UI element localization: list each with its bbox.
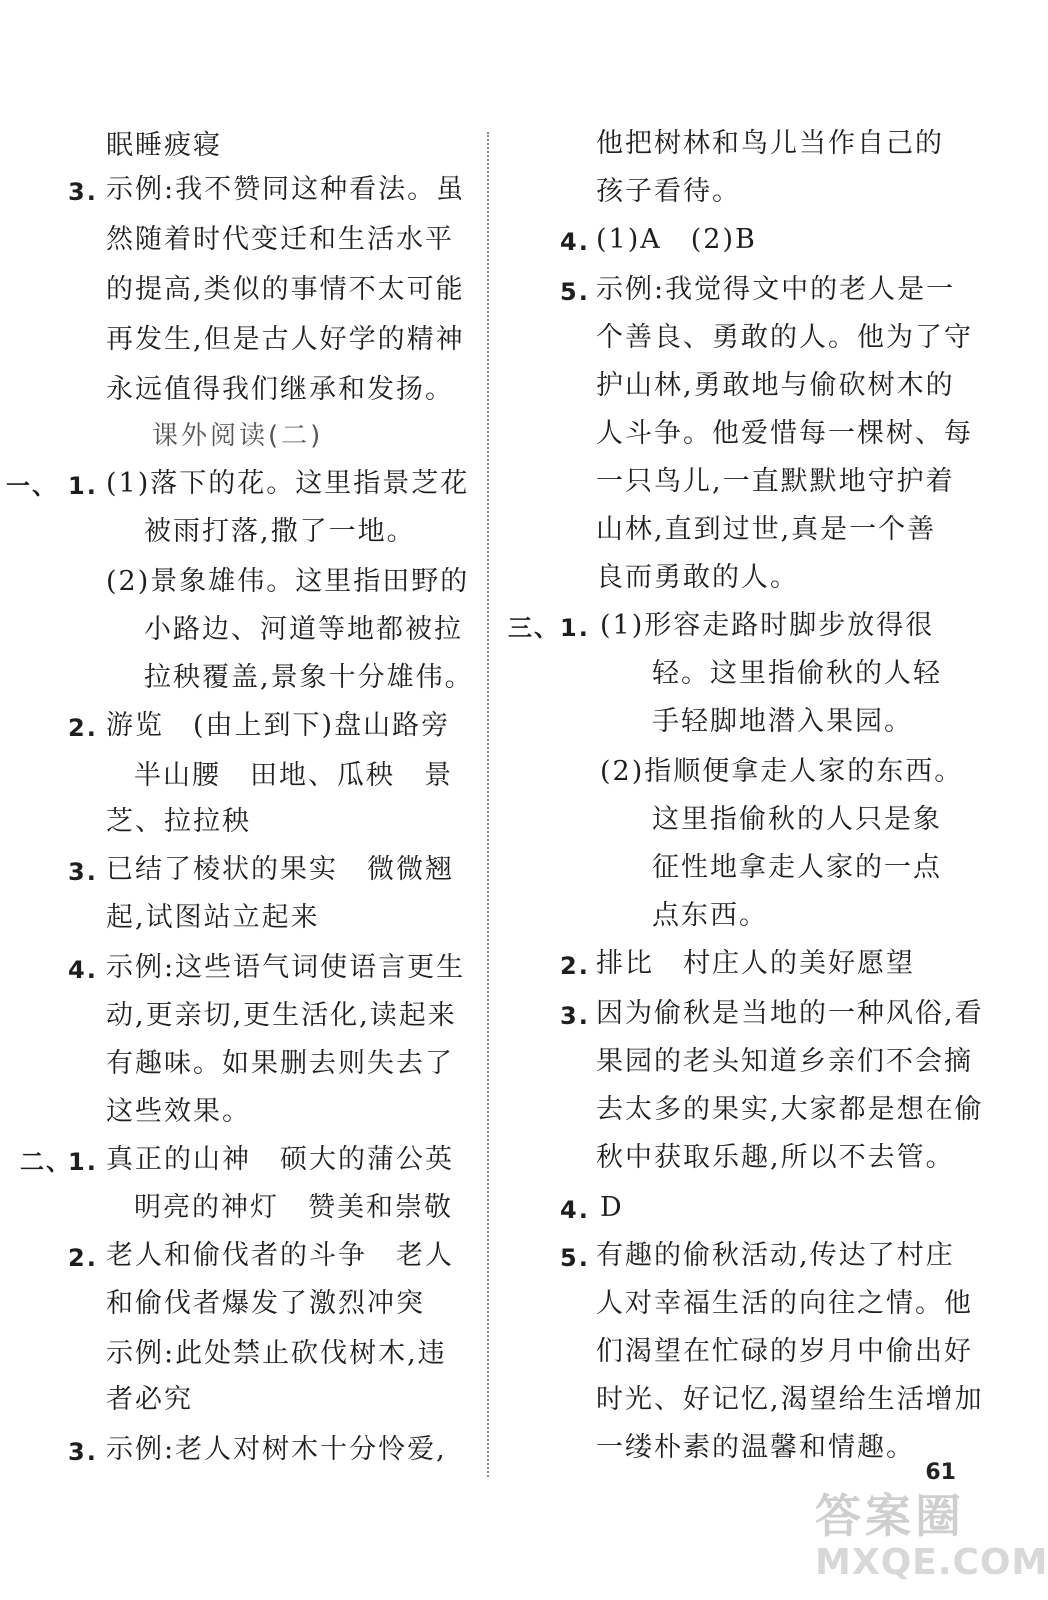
question-number: 2. (68, 714, 98, 742)
text-line: 老人和偷伐者的斗争 老人 (106, 1240, 454, 1271)
question-number: 2. (560, 952, 590, 980)
text-line: 因为偷秋是当地的一种风俗,看 (596, 998, 984, 1029)
text-line: 有趣味。如果删去则失去了 (106, 1048, 454, 1079)
question-number: 5. (560, 1244, 590, 1272)
text-line: 的提高,类似的事情不太可能 (106, 274, 465, 305)
text-line: 真正的山神 硕大的蒲公英 (106, 1144, 454, 1175)
question-number: 1. (68, 1148, 98, 1176)
text-line: 示例:老人对树木十分怜爱, (106, 1434, 447, 1465)
text-line: 时光、好记忆,渴望给生活增加 (596, 1384, 984, 1415)
text-line: 们渴望在忙碌的岁月中偷出好 (596, 1336, 973, 1367)
text-line: (1)形容走路时脚步放得很 (600, 610, 935, 641)
question-number: 4. (560, 1196, 590, 1224)
question-number: 2. (68, 1244, 98, 1272)
text-line: 起,试图站立起来 (106, 902, 320, 933)
text-line: (1)A (2)B (596, 224, 757, 255)
text-line: 征性地拿走人家的一点 (652, 852, 942, 883)
text-line: 芝、拉拉秧 (106, 806, 251, 837)
question-number: 3. (560, 1002, 590, 1030)
text-line: 然随着时代变迁和生活水平 (106, 224, 454, 255)
text-line: 示例:此处禁止砍伐树木,违 (106, 1338, 447, 1369)
text-line: 果园的老头知道乡亲们不会摘 (596, 1046, 973, 1077)
text-line: 这些效果。 (106, 1096, 251, 1127)
text-line: 示例:我觉得文中的老人是一 (596, 274, 956, 305)
text-line: 排比 村庄人的美好愿望 (596, 948, 915, 979)
watermark-url: MXQE.COM (815, 1542, 1048, 1583)
text-line: 小路边、河道等地都被拉 (144, 614, 463, 645)
watermark-logo (815, 1480, 1048, 1590)
text-line: 半山腰 田地、瓜秧 景 (134, 760, 453, 791)
text-line: 示例:我不赞同这种看法。虽 (106, 174, 466, 205)
text-line: 者必究 (106, 1384, 193, 1415)
text-line: 拉秧覆盖,景象十分雄伟。 (144, 662, 474, 693)
question-number: 4. (68, 956, 98, 984)
question-number: 3. (68, 1438, 98, 1466)
text-line: 明亮的神灯 赞美和崇敬 (134, 1192, 453, 1223)
page-number: 61 (925, 1460, 956, 1485)
text-line: 再发生,但是古人好学的精神 (106, 324, 465, 355)
section-marker: 二、 (20, 1148, 72, 1176)
text-line: 护山林,勇敢地与偷砍树木的 (596, 370, 955, 401)
text-line: 山林,直到过世,真是一个善 (596, 514, 937, 545)
question-number: 3. (68, 178, 98, 206)
text-line: 秋中获取乐趣,所以不去管。 (596, 1142, 955, 1173)
text-line: 一只鸟儿,一直默默地守护着 (596, 466, 955, 497)
section-marker: 三、 (508, 614, 560, 642)
text-line: 手轻脚地潜入果园。 (652, 706, 913, 737)
text-line: 良而勇敢的人。 (596, 562, 799, 593)
question-number: 1. (68, 472, 98, 500)
text-line: 人对幸福生活的向往之情。他 (596, 1288, 973, 1319)
section-title: 课外阅读(二) (152, 421, 324, 451)
question-number: 4. (560, 228, 590, 256)
text-line: 人斗争。他爱惜每一棵树、每 (596, 418, 973, 449)
text-line: 轻。这里指偷秋的人轻 (652, 658, 942, 689)
column-divider (487, 132, 489, 1477)
text-line: 动,更亲切,更生活化,读起来 (106, 1000, 457, 1031)
text-line: D (600, 1192, 624, 1223)
question-number: 5. (560, 278, 590, 306)
watermark-text: 答案圈 (815, 1489, 965, 1543)
text-line: 游览 (由上到下)盘山路旁 (106, 710, 451, 741)
text-line: (2)景象雄伟。这里指田野的 (106, 566, 470, 597)
text-line: 他把树林和鸟儿当作自己的 (596, 128, 944, 159)
text-line: 一缕朴素的温馨和情趣。 (596, 1432, 915, 1463)
text-line: 眠睡疲寝 (106, 130, 222, 161)
text-line: 去太多的果实,大家都是想在偷 (596, 1094, 984, 1125)
text-line: (1)落下的花。这里指景芝花 (106, 468, 470, 499)
text-line: 点东西。 (652, 900, 768, 931)
text-line: 个善良、勇敢的人。他为了守 (596, 322, 973, 353)
section-marker: 一、 (6, 472, 58, 500)
text-line: 孩子看待。 (596, 176, 741, 207)
question-number: 1. (560, 614, 590, 642)
text-line: 和偷伐者爆发了激烈冲突 (106, 1288, 425, 1319)
text-line: 这里指偷秋的人只是象 (652, 804, 942, 835)
text-line: 被雨打落,撒了一地。 (144, 516, 416, 547)
question-number: 3. (68, 858, 98, 886)
text-line: 示例:这些语气词使语言更生 (106, 952, 466, 983)
text-line: (2)指顺便拿走人家的东西。 (600, 756, 964, 787)
text-line: 永远值得我们继承和发扬。 (106, 374, 454, 405)
text-line: 有趣的偷秋活动,传达了村庄 (596, 1240, 955, 1271)
text-line: 已结了棱状的果实 微微翘 (106, 854, 454, 885)
